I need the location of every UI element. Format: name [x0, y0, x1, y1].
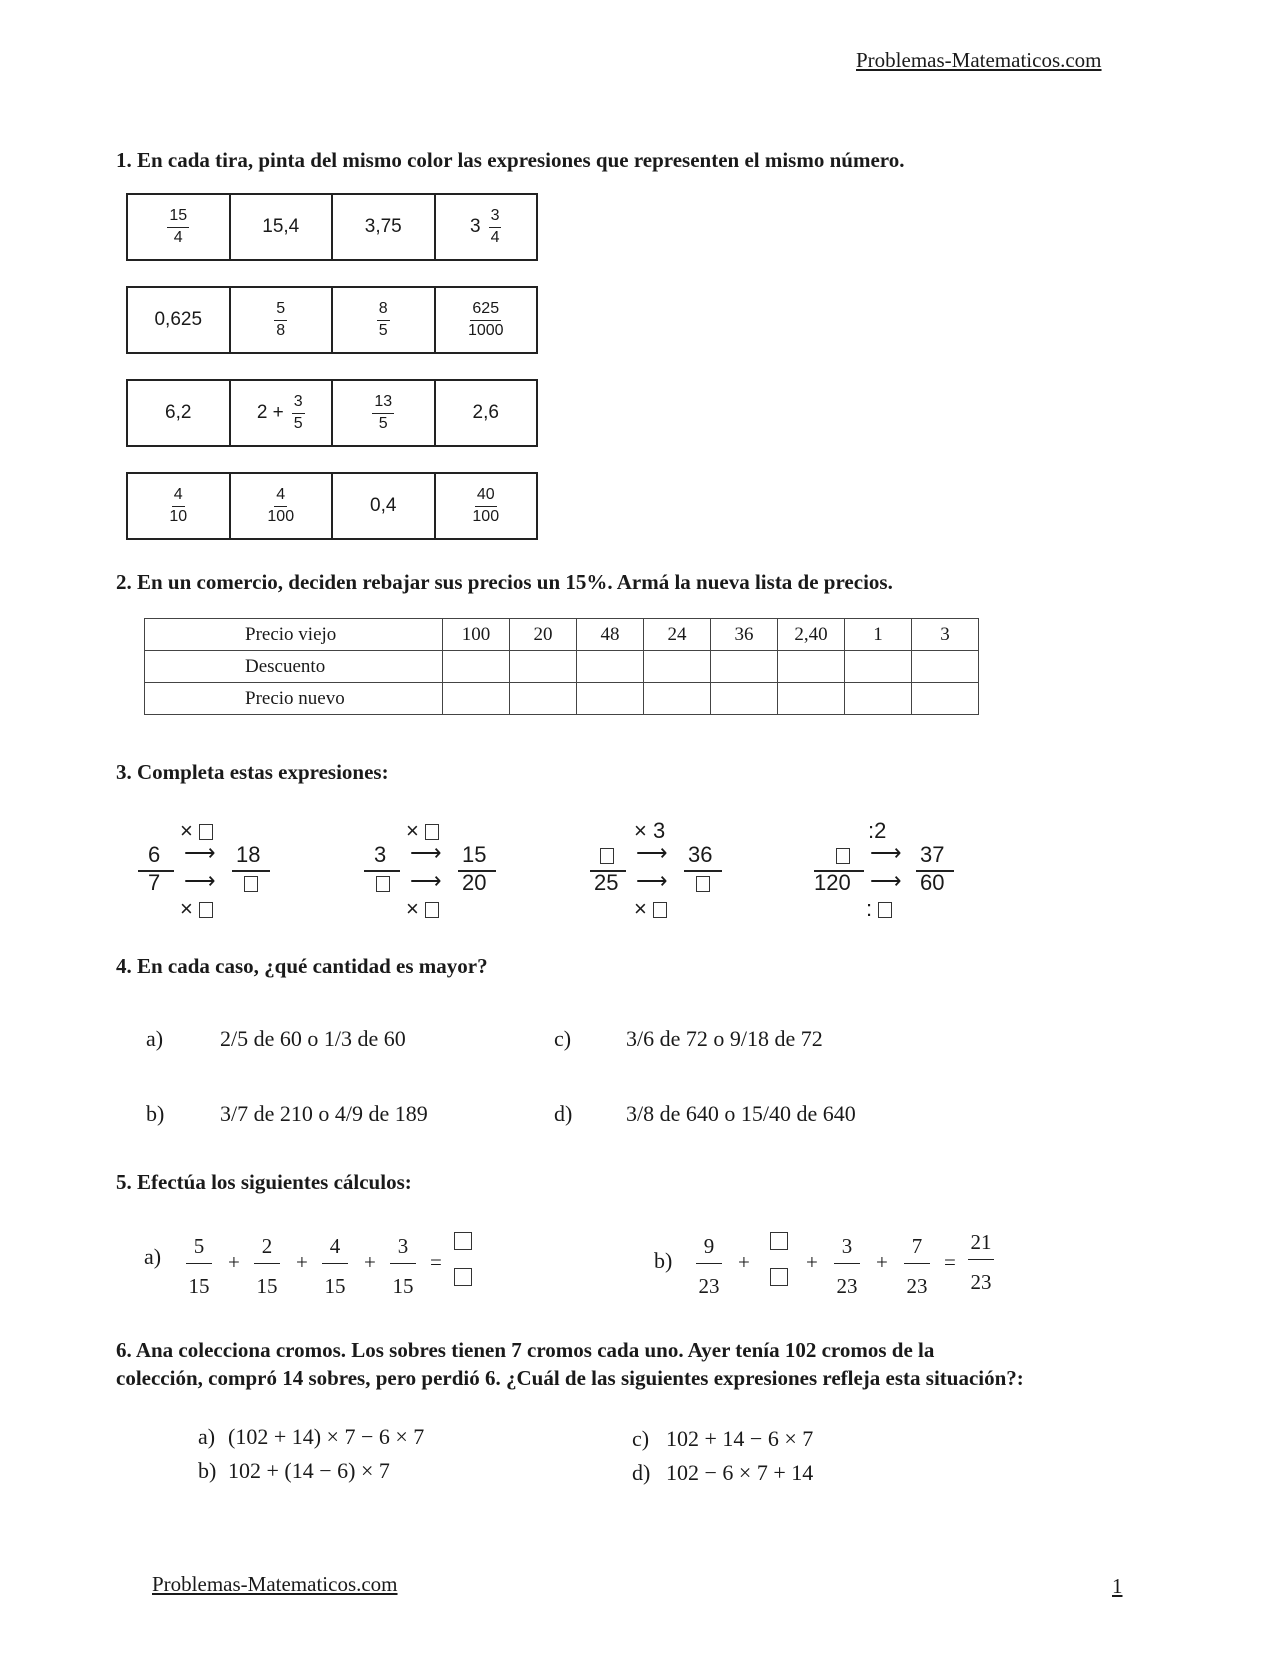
strip-cell[interactable]: 0,4	[333, 474, 436, 538]
plus-sign: +	[738, 1250, 750, 1274]
left-numerator: 3	[374, 842, 387, 867]
expression-3	[588, 818, 788, 921]
plus-sign: +	[296, 1250, 308, 1274]
fraction: 5 15	[186, 1236, 212, 1297]
blank-box[interactable]	[376, 876, 390, 892]
strip-cell[interactable]	[231, 381, 334, 445]
blank-box[interactable]	[696, 876, 710, 892]
right-denominator: 60	[920, 870, 945, 895]
table-cell: 48	[577, 619, 644, 651]
plus-sign: +	[876, 1250, 888, 1274]
top-operator: :2	[868, 818, 887, 843]
plus-sign: +	[364, 1250, 376, 1274]
answer-cell[interactable]	[711, 651, 778, 683]
expression-4	[814, 818, 1014, 921]
arrow-icon: ⟶	[870, 868, 902, 893]
right-numerator: 15	[462, 842, 487, 867]
answer-cell[interactable]	[912, 683, 979, 715]
fraction: 7 23	[904, 1236, 930, 1297]
table-row	[145, 683, 979, 715]
strip-1[interactable]	[126, 193, 538, 261]
footer-site-link[interactable]: Problemas-Matematicos.com	[152, 1572, 398, 1596]
q4-title: 4. En cada caso, ¿qué cantidad es mayor?	[116, 954, 488, 978]
price-table	[144, 618, 979, 715]
fraction-numerator: 8	[377, 301, 390, 321]
strip-cell[interactable]	[436, 474, 537, 538]
q4-item-label: d)	[554, 1101, 573, 1126]
strip-cell[interactable]	[436, 195, 537, 259]
top-operator: ×	[406, 818, 439, 844]
fraction-numerator: 15	[167, 208, 189, 228]
strip-cell[interactable]	[231, 288, 334, 352]
bottom-operator: ×	[406, 896, 439, 922]
answer-cell[interactable]	[644, 683, 711, 715]
fraction-denominator: 5	[378, 321, 388, 339]
whole-part: 3	[470, 216, 481, 237]
fraction-denominator: 4	[490, 228, 500, 246]
q6-title-line1: 6. Ana colecciona cromos. Los sobres tienen 7 cromos cada uno. Ayer tenía 102 cromos de la	[116, 1338, 935, 1362]
answer-numerator-box[interactable]	[454, 1232, 472, 1255]
blank-box[interactable]	[425, 902, 439, 918]
answer-cell[interactable]	[577, 651, 644, 683]
right-numerator: 18	[236, 842, 261, 867]
q4-item-text: 3/8 de 640 o 15/40 de 640	[626, 1101, 856, 1126]
page-number: 1	[1112, 1574, 1123, 1598]
fraction: 4 15	[322, 1236, 348, 1297]
plus-sign: +	[228, 1250, 240, 1274]
answer-cell[interactable]	[845, 683, 912, 715]
q6-option-label: d)	[632, 1460, 651, 1485]
q1-title: 1. En cada tira, pinta del mismo color las expresiones que representen el mismo número.	[116, 148, 905, 172]
fraction-numerator: 3	[489, 208, 502, 228]
table-row	[145, 651, 979, 683]
right-denominator: 20	[462, 870, 487, 895]
bottom-operator: ×	[180, 896, 213, 922]
arrow-icon: ⟶	[636, 840, 668, 865]
right-denominator	[696, 870, 710, 896]
blank-box[interactable]	[836, 848, 850, 864]
plus-sign: +	[806, 1250, 818, 1274]
row-label: Precio nuevo	[145, 683, 443, 715]
blank-box[interactable]	[244, 876, 258, 892]
q6-option-text: (102 + 14) × 7 − 6 × 7	[228, 1424, 425, 1449]
answer-cell[interactable]	[711, 683, 778, 715]
table-cell: 24	[644, 619, 711, 651]
q3-title: 3. Completa estas expresiones:	[116, 760, 389, 784]
answer-cell[interactable]	[644, 651, 711, 683]
answer-cell[interactable]	[778, 683, 845, 715]
arrow-icon: ⟶	[870, 840, 902, 865]
bottom-operator: :	[866, 896, 892, 922]
row-label: Precio viejo	[145, 619, 443, 651]
left-denominator: 25	[594, 870, 619, 895]
left-numerator	[836, 842, 850, 868]
fraction-numerator: 5	[274, 301, 287, 321]
fraction-numerator: 625	[470, 301, 501, 321]
q4-item-label: b)	[146, 1101, 165, 1126]
header-site-link[interactable]: Problemas-Matematicos.com	[856, 48, 1102, 72]
fraction-numerator: 13	[372, 394, 394, 414]
q6-option-text: 102 + (14 − 6) × 7	[228, 1458, 390, 1483]
strip-cell[interactable]: 6,2	[128, 381, 231, 445]
q6-title-line2: colección, compró 14 sobres, pero perdió 6. ¿Cuál de las siguientes expresiones refleja esta situación?:	[116, 1366, 1024, 1390]
arrow-icon: ⟶	[184, 840, 216, 865]
equals-sign: =	[944, 1250, 956, 1274]
strip-cell[interactable]	[333, 288, 436, 352]
q5b-label: b)	[654, 1248, 673, 1273]
fraction-denominator: 10	[169, 507, 188, 525]
strip-cell[interactable]	[333, 381, 436, 445]
left-numerator: 6	[148, 842, 161, 867]
right-numerator: 37	[920, 842, 945, 867]
whole-part: 2 +	[256, 402, 284, 423]
strip-cell[interactable]: 0,625	[128, 288, 231, 352]
strip-cell[interactable]	[436, 288, 537, 352]
fraction: 2 15	[254, 1236, 280, 1297]
answer-cell[interactable]	[778, 651, 845, 683]
fraction-numerator: 3	[292, 394, 305, 414]
blank-denominator-box[interactable]	[770, 1268, 788, 1291]
table-cell: 36	[711, 619, 778, 651]
strip-3[interactable]	[126, 379, 538, 447]
top-operator: × 3	[634, 818, 666, 843]
fraction-denominator: 1000	[467, 321, 504, 339]
q6-option-text: 102 − 6 × 7 + 14	[666, 1460, 814, 1485]
fraction-numerator: 40	[475, 487, 497, 507]
q5a-label: a)	[144, 1244, 162, 1269]
arrow-icon: ⟶	[636, 868, 668, 893]
table-cell: 2,40	[778, 619, 845, 651]
answer-cell[interactable]	[912, 651, 979, 683]
blank-box[interactable]	[199, 902, 213, 918]
blank-numerator-box[interactable]	[770, 1232, 788, 1255]
answer-cell[interactable]	[443, 651, 510, 683]
q6-option-label: a)	[198, 1424, 216, 1449]
right-denominator	[244, 870, 258, 896]
answer-cell[interactable]	[510, 683, 577, 715]
blank-box[interactable]	[878, 902, 892, 918]
fraction: 3 15	[390, 1236, 416, 1297]
equals-sign: =	[430, 1250, 442, 1274]
bottom-operator: ×	[634, 896, 667, 922]
strip-cell[interactable]: 15,4	[231, 195, 334, 259]
arrow-icon: ⟶	[410, 840, 442, 865]
q4-item-label: c)	[554, 1026, 572, 1051]
fraction: 3 23	[834, 1236, 860, 1297]
strip-cell[interactable]: 2,6	[472, 402, 499, 423]
blank-box[interactable]	[600, 848, 614, 864]
table-cell: 100	[443, 619, 510, 651]
answer-denominator-box[interactable]	[454, 1268, 472, 1291]
answer-cell[interactable]	[577, 683, 644, 715]
blank-box[interactable]	[199, 824, 213, 840]
q4-item-label: a)	[146, 1026, 164, 1051]
fraction-denominator: 100	[267, 507, 295, 525]
top-operator: ×	[180, 818, 213, 844]
q6-option-label: b)	[198, 1458, 217, 1483]
arrow-icon: ⟶	[410, 868, 442, 893]
q5-title: 5. Efectúa los siguientes cálculos:	[116, 1170, 412, 1194]
table-cell: 1	[845, 619, 912, 651]
expression-2	[362, 818, 562, 921]
result-fraction: 21 23	[968, 1232, 994, 1293]
strip-4[interactable]	[126, 472, 538, 540]
left-denominator: 120	[814, 870, 851, 895]
strip-cell[interactable]: 3,75	[333, 195, 436, 259]
table-cell: 3	[912, 619, 979, 651]
strip-cell[interactable]	[128, 474, 231, 538]
left-denominator	[376, 870, 390, 896]
q6-option-label: c)	[632, 1426, 650, 1451]
left-denominator: 7	[148, 870, 161, 895]
fraction-numerator: 4	[274, 487, 287, 507]
fraction-denominator: 100	[472, 507, 500, 525]
fraction-denominator: 5	[378, 414, 388, 432]
answer-cell[interactable]	[845, 651, 912, 683]
q2-title: 2. En un comercio, deciden rebajar sus precios un 15%. Armá la nueva lista de precios.	[116, 570, 893, 594]
strip-cell[interactable]	[128, 195, 231, 259]
left-numerator	[600, 842, 614, 868]
q4-item-text: 2/5 de 60 o 1/3 de 60	[220, 1026, 406, 1051]
q4-item-text: 3/6 de 72 o 9/18 de 72	[626, 1026, 823, 1051]
blank-box[interactable]	[425, 824, 439, 840]
strip-cell[interactable]	[231, 474, 334, 538]
q4-item-text: 3/7 de 210 o 4/9 de 189	[220, 1101, 428, 1126]
q6-option-text: 102 + 14 − 6 × 7	[666, 1426, 814, 1451]
arrow-icon: ⟶	[184, 868, 216, 893]
fraction-numerator: 4	[172, 487, 185, 507]
answer-cell[interactable]	[510, 651, 577, 683]
fraction-denominator: 5	[293, 414, 303, 432]
fraction-denominator: 8	[276, 321, 286, 339]
strip-2[interactable]	[126, 286, 538, 354]
right-numerator: 36	[688, 842, 713, 867]
fraction: 9 23	[696, 1236, 722, 1297]
expression-1	[136, 818, 336, 921]
fraction-denominator: 4	[173, 228, 183, 246]
row-label: Descuento	[145, 651, 443, 683]
blank-box[interactable]	[653, 902, 667, 918]
answer-cell[interactable]	[443, 683, 510, 715]
table-row	[145, 619, 979, 651]
table-cell: 20	[510, 619, 577, 651]
